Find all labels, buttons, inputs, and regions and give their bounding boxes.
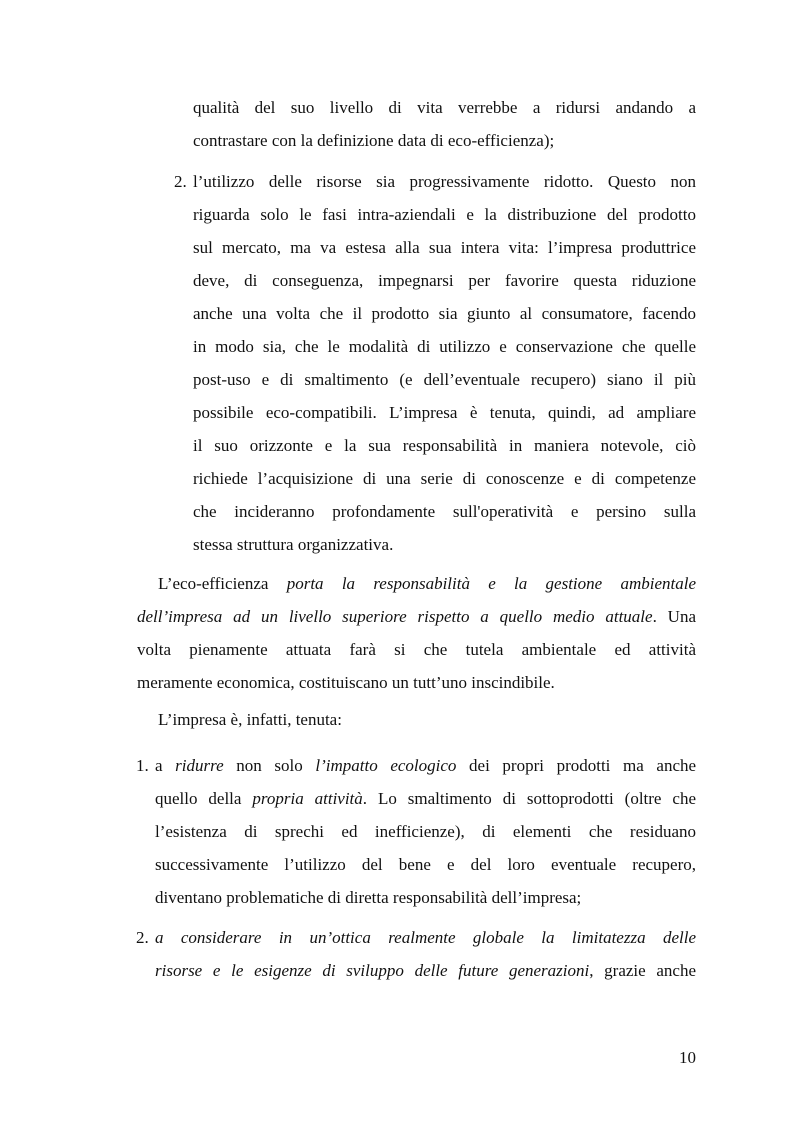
list-marker: 1. <box>136 756 149 775</box>
emphasis-text: l’impatto ecologico <box>315 756 457 775</box>
text-line: anche una volta che il prodotto sia giunto al consumatore, facendo <box>193 304 696 323</box>
text-line: post-uso e di smaltimento (e dell’eventuale recupero) siano il più <box>193 370 696 389</box>
text-line <box>155 749 696 782</box>
text-line <box>137 600 696 633</box>
emphasis-text: porta la responsabilità e la gestione ambientale <box>286 574 697 593</box>
text-line: l’esistenza di sprechi ed inefficienze), di elementi che residuano <box>155 822 696 841</box>
list-marker: 2. <box>136 928 149 947</box>
text-run: non solo <box>236 756 303 775</box>
paragraph <box>158 703 696 736</box>
text-line <box>155 921 696 954</box>
text-run: . Lo smaltimento di sottoprodotti (oltre che <box>362 789 696 808</box>
text-run: a <box>155 756 163 775</box>
text-line: volta pienamente attuata farà si che tutela ambientale ed attività <box>137 640 696 659</box>
text-line: che incideranno profondamente sull'operatività e persino sulla <box>193 502 696 521</box>
text-run: , grazie anche <box>589 961 696 980</box>
text-line: meramente economica, costituiscano un tutt’uno inscindibile. <box>137 673 555 692</box>
emphasis-text: propria attività <box>252 789 363 808</box>
text-run: . Una <box>652 607 696 626</box>
emphasis-text: ridurre <box>175 756 224 775</box>
text-line: sul mercato, ma va estesa alla sua intera vita: l’impresa produttrice <box>193 238 696 257</box>
text-line: possibile eco-compatibili. L’impresa è tenuta, quindi, ad ampliare <box>193 403 696 422</box>
text-line <box>155 954 696 987</box>
text-line: deve, di conseguenza, impegnarsi per favorire questa riduzione <box>193 271 696 290</box>
text-run: L’eco-efficienza <box>158 574 269 593</box>
paragraph <box>137 567 696 699</box>
text-line: richiede l’acquisizione di una serie di conoscenze e di competenze <box>193 469 696 488</box>
list-item-continuation <box>193 91 696 157</box>
text-line: riguarda solo le fasi intra-aziendali e la distribuzione del prodotto <box>193 205 696 224</box>
text-line <box>137 567 696 600</box>
emphasis-text: a considerare in un’ottica realmente globale la limitatezza delle <box>155 928 696 947</box>
text-line: diventano problematiche di diretta responsabilità dell’impresa; <box>155 888 582 907</box>
text-line <box>155 782 696 815</box>
text-line: stessa struttura organizzativa. <box>193 535 394 554</box>
text-run: quello della <box>155 789 242 808</box>
text-line: L’impresa è, infatti, tenuta: <box>158 710 342 729</box>
text-line: successivamente l’utilizzo del bene e del loro eventuale recupero, <box>155 855 696 874</box>
page-number: 10 <box>679 1048 696 1067</box>
text-line: qualità del suo livello di vita verrebbe a ridursi andando a <box>193 98 696 117</box>
text-run: dei propri prodotti ma anche <box>469 756 697 775</box>
text-line: il suo orizzonte e la sua responsabilità in maniera notevole, ciò <box>193 436 696 455</box>
list-item <box>155 749 696 914</box>
list-item <box>193 165 696 561</box>
text-line: in modo sia, che le modalità di utilizzo e conservazione che quelle <box>193 337 696 356</box>
text-line: contrastare con la definizione data di eco-efficienza); <box>193 131 555 150</box>
list-item <box>155 921 696 987</box>
emphasis-text: risorse e le esigenze di sviluppo delle future generazioni <box>155 961 590 980</box>
list-marker: 2. <box>174 172 187 191</box>
emphasis-text: dell’impresa ad un livello superiore rispetto a quello medio attuale <box>137 607 653 626</box>
text-line: l’utilizzo delle risorse sia progressivamente ridotto. Questo non <box>193 172 696 191</box>
